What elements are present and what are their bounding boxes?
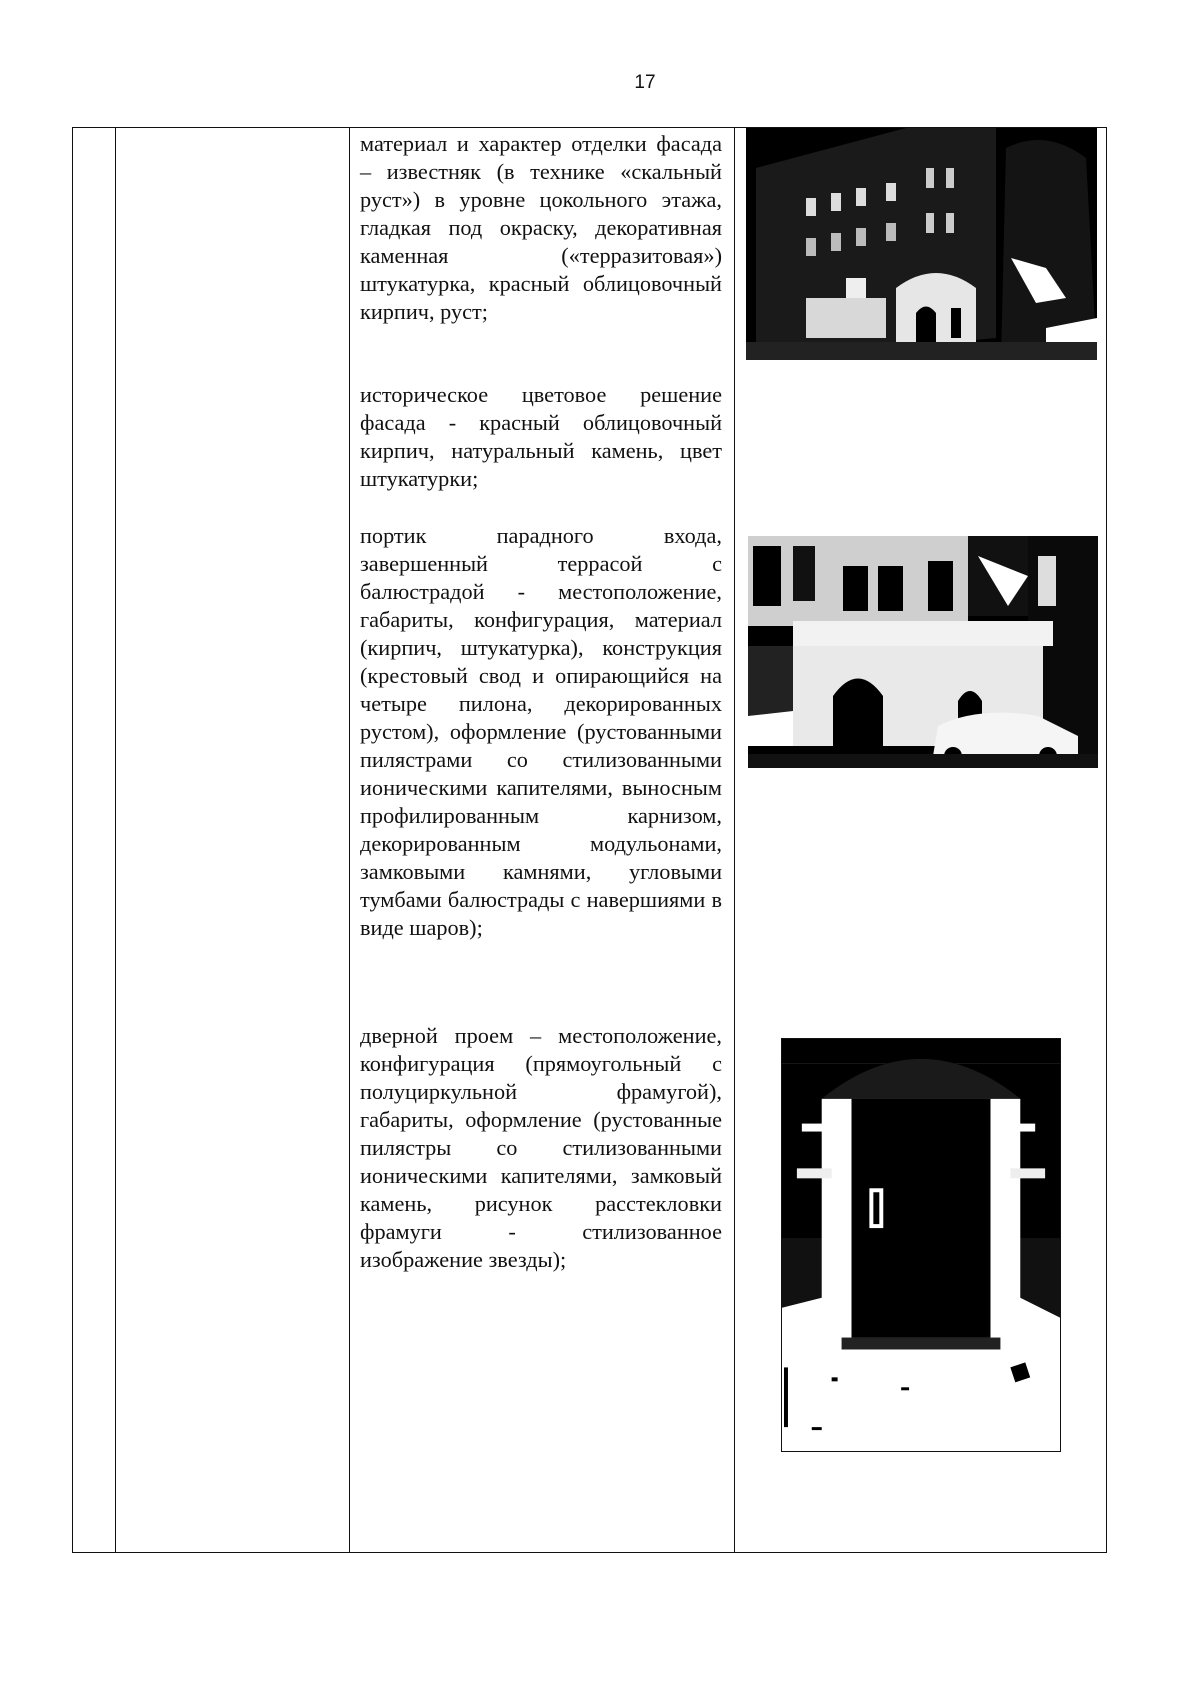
attribute-table [72, 127, 1107, 1553]
facade-material-text: материал и характер отделки фасада – известняк (в технике «скальный руст») в уровне цокольного этажа, гладкая под окраску, декоративная каменная («терразитовая») штукатурка, красный облицовочный кирпич, руст; [360, 131, 722, 324]
column-divider [734, 128, 735, 1552]
column-divider [115, 128, 116, 1552]
column-divider [349, 128, 350, 1552]
entrance-portico-photo [748, 536, 1098, 768]
facade-color-text: историческое цветовое решение фасада - красный облицовочный кирпич, натуральный камень, цвет штукатурки; [360, 382, 722, 491]
page-number: 17 [634, 72, 656, 93]
building-facade-photo [746, 128, 1097, 360]
portico-text: портик парадного входа, завершенный террасой с балюстрадой - местоположение, габариты, конфигурация, материал (кирпич, штукатурка), конструкция (крестовый свод и опирающийся на четыре пилона, декорированных рустом), оформление (рустованными пилястрами со стилизованными ионическими капителями, выносным профилированным карнизом, декорированным модульонами, замковыми камнями, угловыми тумбами балюстрады с навершиями в виде шаров); [360, 523, 722, 940]
doorway-photo [781, 1038, 1061, 1452]
doorway-text: дверной проем – местоположение, конфигурация (прямоугольный с полуциркульной фрамугой), габариты, оформление (рустованные пилястры со стилизованными ионическими капителями, замковый камень, рисунок расстекловки фрамуги - стилизованное изображение звезды); [360, 1023, 722, 1272]
